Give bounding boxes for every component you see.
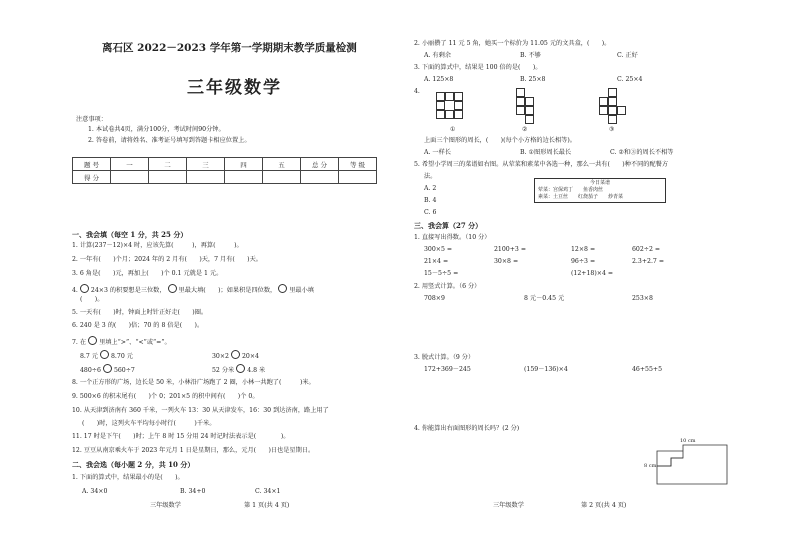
- option[interactable]: B. 不够: [520, 52, 541, 59]
- compare-item: 480÷6 560÷7: [80, 364, 135, 375]
- figure-dimension-side: 8 cm: [644, 463, 657, 469]
- q4-num: 4.: [72, 287, 78, 294]
- option[interactable]: C. 6: [424, 209, 437, 216]
- blank-circle[interactable]: [88, 336, 97, 345]
- calc-item: 602÷2 =: [632, 246, 661, 253]
- score-cell[interactable]: [149, 171, 187, 184]
- option[interactable]: B. 25×8: [520, 76, 546, 83]
- question: 12. 豆豆从南京乘火车于 2023 年元月 1 日是星期日，那么，元月( )日也是星期日。: [72, 447, 315, 454]
- question: 4.: [414, 88, 420, 95]
- calc-item: 30×8 =: [494, 258, 519, 265]
- q4-text: 里最大填( )；如果积是四位数，: [178, 287, 277, 294]
- question: 3. 6 角是( )元，再加上( )个 0.1 元就是 1 元。: [72, 270, 223, 277]
- question: 6. 240 是 3 的( )倍；70 的 8 倍是( )。: [72, 322, 204, 329]
- score-cell[interactable]: [263, 171, 301, 184]
- option[interactable]: C. 正好: [617, 52, 638, 59]
- score-header: 等 级: [339, 158, 377, 171]
- question: 2. 一年有( )个月；2024 年的 2 月有( )天，7 月有( )天。: [72, 256, 262, 263]
- question: 9. 500×6 的积末尾有( )个 0；201×5 的积中间有( )个 0。: [72, 393, 259, 400]
- question: 2. 小丽攒了 11 元 5 角，她买一个标价为 11.05 元的文具盒，( )。: [414, 40, 611, 47]
- question: 1. 下面的算式中，结果最小的是( )。: [72, 474, 184, 481]
- exam-subtitle: 三年级数学: [187, 78, 282, 98]
- question: 3. 下面的算式中，结果是 100 倍的是( )。: [414, 64, 542, 71]
- score-header: 一: [111, 158, 149, 171]
- calc-item: 46+55+5: [632, 366, 663, 373]
- score-header: 三: [187, 158, 225, 171]
- calc-item: (12+18)×4 =: [571, 270, 614, 277]
- calc-item: 15－5÷5 =: [424, 270, 459, 277]
- notice-label: 注意事项：: [76, 116, 107, 123]
- option[interactable]: A. 2: [424, 185, 437, 192]
- compare-item: 52 分米 4.8 米: [212, 364, 265, 375]
- footer-subject: 三年级数学: [150, 502, 181, 509]
- score-header: 五: [263, 158, 301, 171]
- option[interactable]: C. 25×4: [617, 76, 643, 83]
- option[interactable]: A. 34×0: [82, 488, 108, 495]
- question-cont: ( )时，这列火车平均每小时行( )千米。: [82, 420, 216, 427]
- menu-veg: 素菜：土豆丝 红烧茄子 炒青菜: [538, 194, 624, 200]
- calc-item: 12×8 =: [571, 246, 596, 253]
- question: [72, 336, 171, 347]
- section-title: 三、我会算（27 分）: [414, 221, 483, 230]
- blank-circle[interactable]: [103, 364, 112, 373]
- menu-meat: 荤菜：宫保鸡丁 鱼香肉丝: [538, 187, 604, 193]
- section-title: 一、我会填（每空 1 分，共 25 分）: [72, 230, 188, 239]
- option[interactable]: B. ①图形周长最长: [520, 149, 572, 156]
- score-header: 四: [225, 158, 263, 171]
- calc-item: 253×8: [632, 295, 653, 302]
- figure-label: ①: [450, 126, 456, 133]
- option[interactable]: A. 有剩余: [424, 52, 451, 59]
- calc-item: 21×4 =: [424, 258, 449, 265]
- score-header: 题 号: [73, 158, 111, 171]
- question: 3. 脱式计算。（9 分）: [414, 354, 475, 361]
- footer-subject: 三年级数学: [493, 502, 524, 509]
- q4-text: 里最小填: [289, 287, 314, 294]
- calc-item: 8 元－0.45 元: [524, 295, 565, 302]
- score-cell[interactable]: [187, 171, 225, 184]
- blank-circle[interactable]: [236, 364, 245, 373]
- figure-label: ②: [522, 126, 528, 133]
- question-cont: ( )。: [80, 296, 104, 303]
- score-row-label: 得 分: [73, 171, 111, 184]
- calc-item: 300×5 =: [424, 246, 453, 253]
- menu-box: [534, 178, 666, 203]
- score-cell[interactable]: [339, 171, 377, 184]
- blank-circle[interactable]: [278, 284, 287, 293]
- score-cell[interactable]: [225, 171, 263, 184]
- question: 5. 一天有( )时，钟面上时针正好走( )圈。: [72, 309, 208, 316]
- question: 2. 用竖式计算。（6 分）: [414, 283, 481, 290]
- question: 1. 直接写出得数。（10 分）: [414, 234, 491, 241]
- score-table: [72, 157, 377, 184]
- question: 4. 你能算出右面图形的周长吗？(2 分): [414, 425, 520, 432]
- score-cell[interactable]: [111, 171, 149, 184]
- figure-dimension-top: 10 cm: [680, 438, 696, 444]
- compare-item: 30×2 20×4: [212, 350, 259, 361]
- option[interactable]: C. 34×1: [255, 488, 281, 495]
- blank-circle[interactable]: [100, 350, 109, 359]
- option[interactable]: B. 4: [424, 197, 437, 204]
- calc-item: (159－136)×4: [524, 366, 568, 373]
- question: 11. 17 时是下午( )时；上午 8 时 15 分用 24 时记时法表示是( )。: [72, 433, 290, 440]
- option[interactable]: C. ②和③的周长不相等: [610, 149, 674, 156]
- compare-item: 8.7 元 8.70 元: [80, 350, 133, 361]
- blank-circle[interactable]: [231, 350, 240, 359]
- calc-item: 172+369－245: [424, 366, 471, 373]
- option[interactable]: A. 一样长: [424, 149, 451, 156]
- question-cont: 法。: [424, 173, 437, 180]
- blank-circle[interactable]: [80, 284, 89, 293]
- footer-page: 第 1 页(共 4 页): [244, 502, 290, 509]
- question: [72, 284, 314, 295]
- question: 10. 从天津到济南有 360 千米，一列火车 13：30 从天津发车，16：30 到达济南，路上用了: [72, 407, 329, 414]
- option[interactable]: B. 34+0: [180, 488, 206, 495]
- question: 1. 计算(237－12)×4 时，应该先算( )，再算( )。: [72, 242, 243, 249]
- notice-item: 2. 答卷前，请将姓名、准考证号填写到答题卡相应位置上。: [88, 137, 251, 144]
- q7-text: 里填上“>”、“<”或“=”。: [99, 339, 171, 346]
- exam-title: 离石区 2022－2023 学年第一学期期末教学质量检测: [102, 42, 357, 54]
- blank-circle[interactable]: [168, 284, 177, 293]
- staircase-figure: [655, 441, 730, 486]
- footer-page: 第 2 页(共 4 页): [581, 502, 627, 509]
- option[interactable]: A. 125×8: [424, 76, 454, 83]
- calc-item: 2.3+2.7 =: [632, 258, 665, 265]
- calc-item: 2100+3 =: [494, 246, 527, 253]
- figure-label: ③: [609, 126, 615, 133]
- question: 上面三个图形的周长，( )(每个小方格的边长相等)。: [424, 137, 576, 144]
- q4-text: 24×3 的积要想是三位数，: [90, 287, 166, 294]
- section-title: 二、我会选（每小题 2 分，共 10 分）: [72, 460, 195, 469]
- notice-item: 1. 本试卷共4页，满分100分，考试时间90分钟。: [88, 126, 225, 133]
- q7-num: 7. 在: [72, 339, 87, 346]
- calc-item: 708×9: [424, 295, 445, 302]
- calc-item: 96÷3 =: [571, 258, 596, 265]
- question: 5. 希望小学周三的菜谱如右图。从荤菜和素菜中各选一种，那么一共有( )种不同的配餐方: [414, 161, 669, 168]
- score-cell[interactable]: [301, 171, 339, 184]
- score-header: 二: [149, 158, 187, 171]
- score-header: 总 分: [301, 158, 339, 171]
- menu-title: 今日菜谱: [589, 180, 610, 186]
- question: 8. 一个正方形的广场，边长是 50 米，小林沿广场跑了 2 圈，小林一共跑了( )米。: [72, 379, 315, 386]
